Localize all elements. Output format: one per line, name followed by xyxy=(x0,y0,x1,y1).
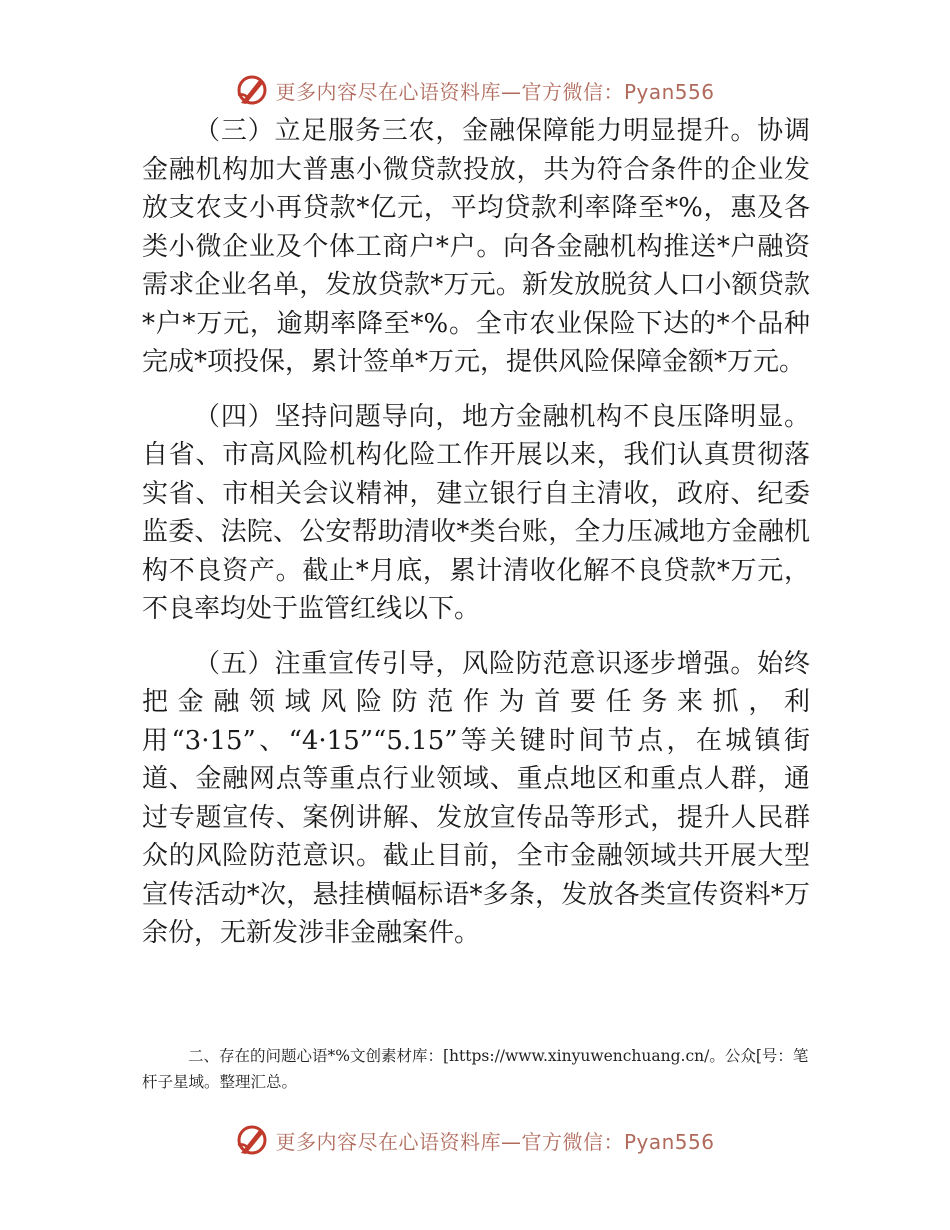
banner-text: 更多内容尽在心语资料库—官方微信：Pyan556 xyxy=(275,1129,715,1154)
quill-logo-icon xyxy=(235,1123,269,1157)
quill-logo-icon xyxy=(235,73,269,107)
paragraph-three: （三）立足服务三农，金融保障能力明显提升。协调金融机构加大普惠小微贷款投放，共为符合条件的企业发放支农支小再贷款*亿元，平均贷款利率降至*%，惠及各类小微企业及个体工商户*户。向各金融机构推送*户融资需求企业名单，发放贷款*万元。新发放脱贫人口小额贷款*户*万元，逾期率降至*%。全市农业保险下达的*个品种完成*项投保，累计签单*万元，提供风险保障金额*万元。 xyxy=(142,116,810,377)
footnote-text: 二、存在的问题心语*%文创素材库：[https://www.xinyuwenchuang.cn/。公众[号：笔杆子星域。整理汇总。 xyxy=(142,1047,809,1091)
paragraph-four: （四）坚持问题导向，地方金融机构不良压降明显。自省、市高风险机构化险工作开展以来，我们认真贯彻落实省、市相关会议精神，建立银行自主清收，政府、纪委监委、法院、公安帮助清收*类台账，全力压减地方金融机构不良资产。截止*月底，累计清收化解不良贷款*万元，不良率均处于监管红线以下。 xyxy=(142,401,810,624)
paragraph-five-lead: （五）注重宣传引导，风险防范意识逐步增强。始终把金融领域风险防范作为首要任务来抓，利 xyxy=(142,648,810,717)
document-body xyxy=(142,112,810,953)
header-banner xyxy=(0,68,950,112)
footer-banner xyxy=(0,1118,950,1162)
paragraph-five-body: 用“3·15”、“4·15”“5.15”等关键时间节点，在城镇街道、金融网点等重点行业领域、重点地区和重点人群，通过专题宣传、案例讲解、发放宣传品等形式，提升人民群众的风险防范意识。截止目前，全市金融领域共开展大型宣传活动*次，悬挂横幅标语*多条，发放各类宣传资料*万余份，无新发涉非金融案件。 xyxy=(142,725,810,948)
banner-text: 更多内容尽在心语资料库—官方微信：Pyan556 xyxy=(275,79,715,104)
